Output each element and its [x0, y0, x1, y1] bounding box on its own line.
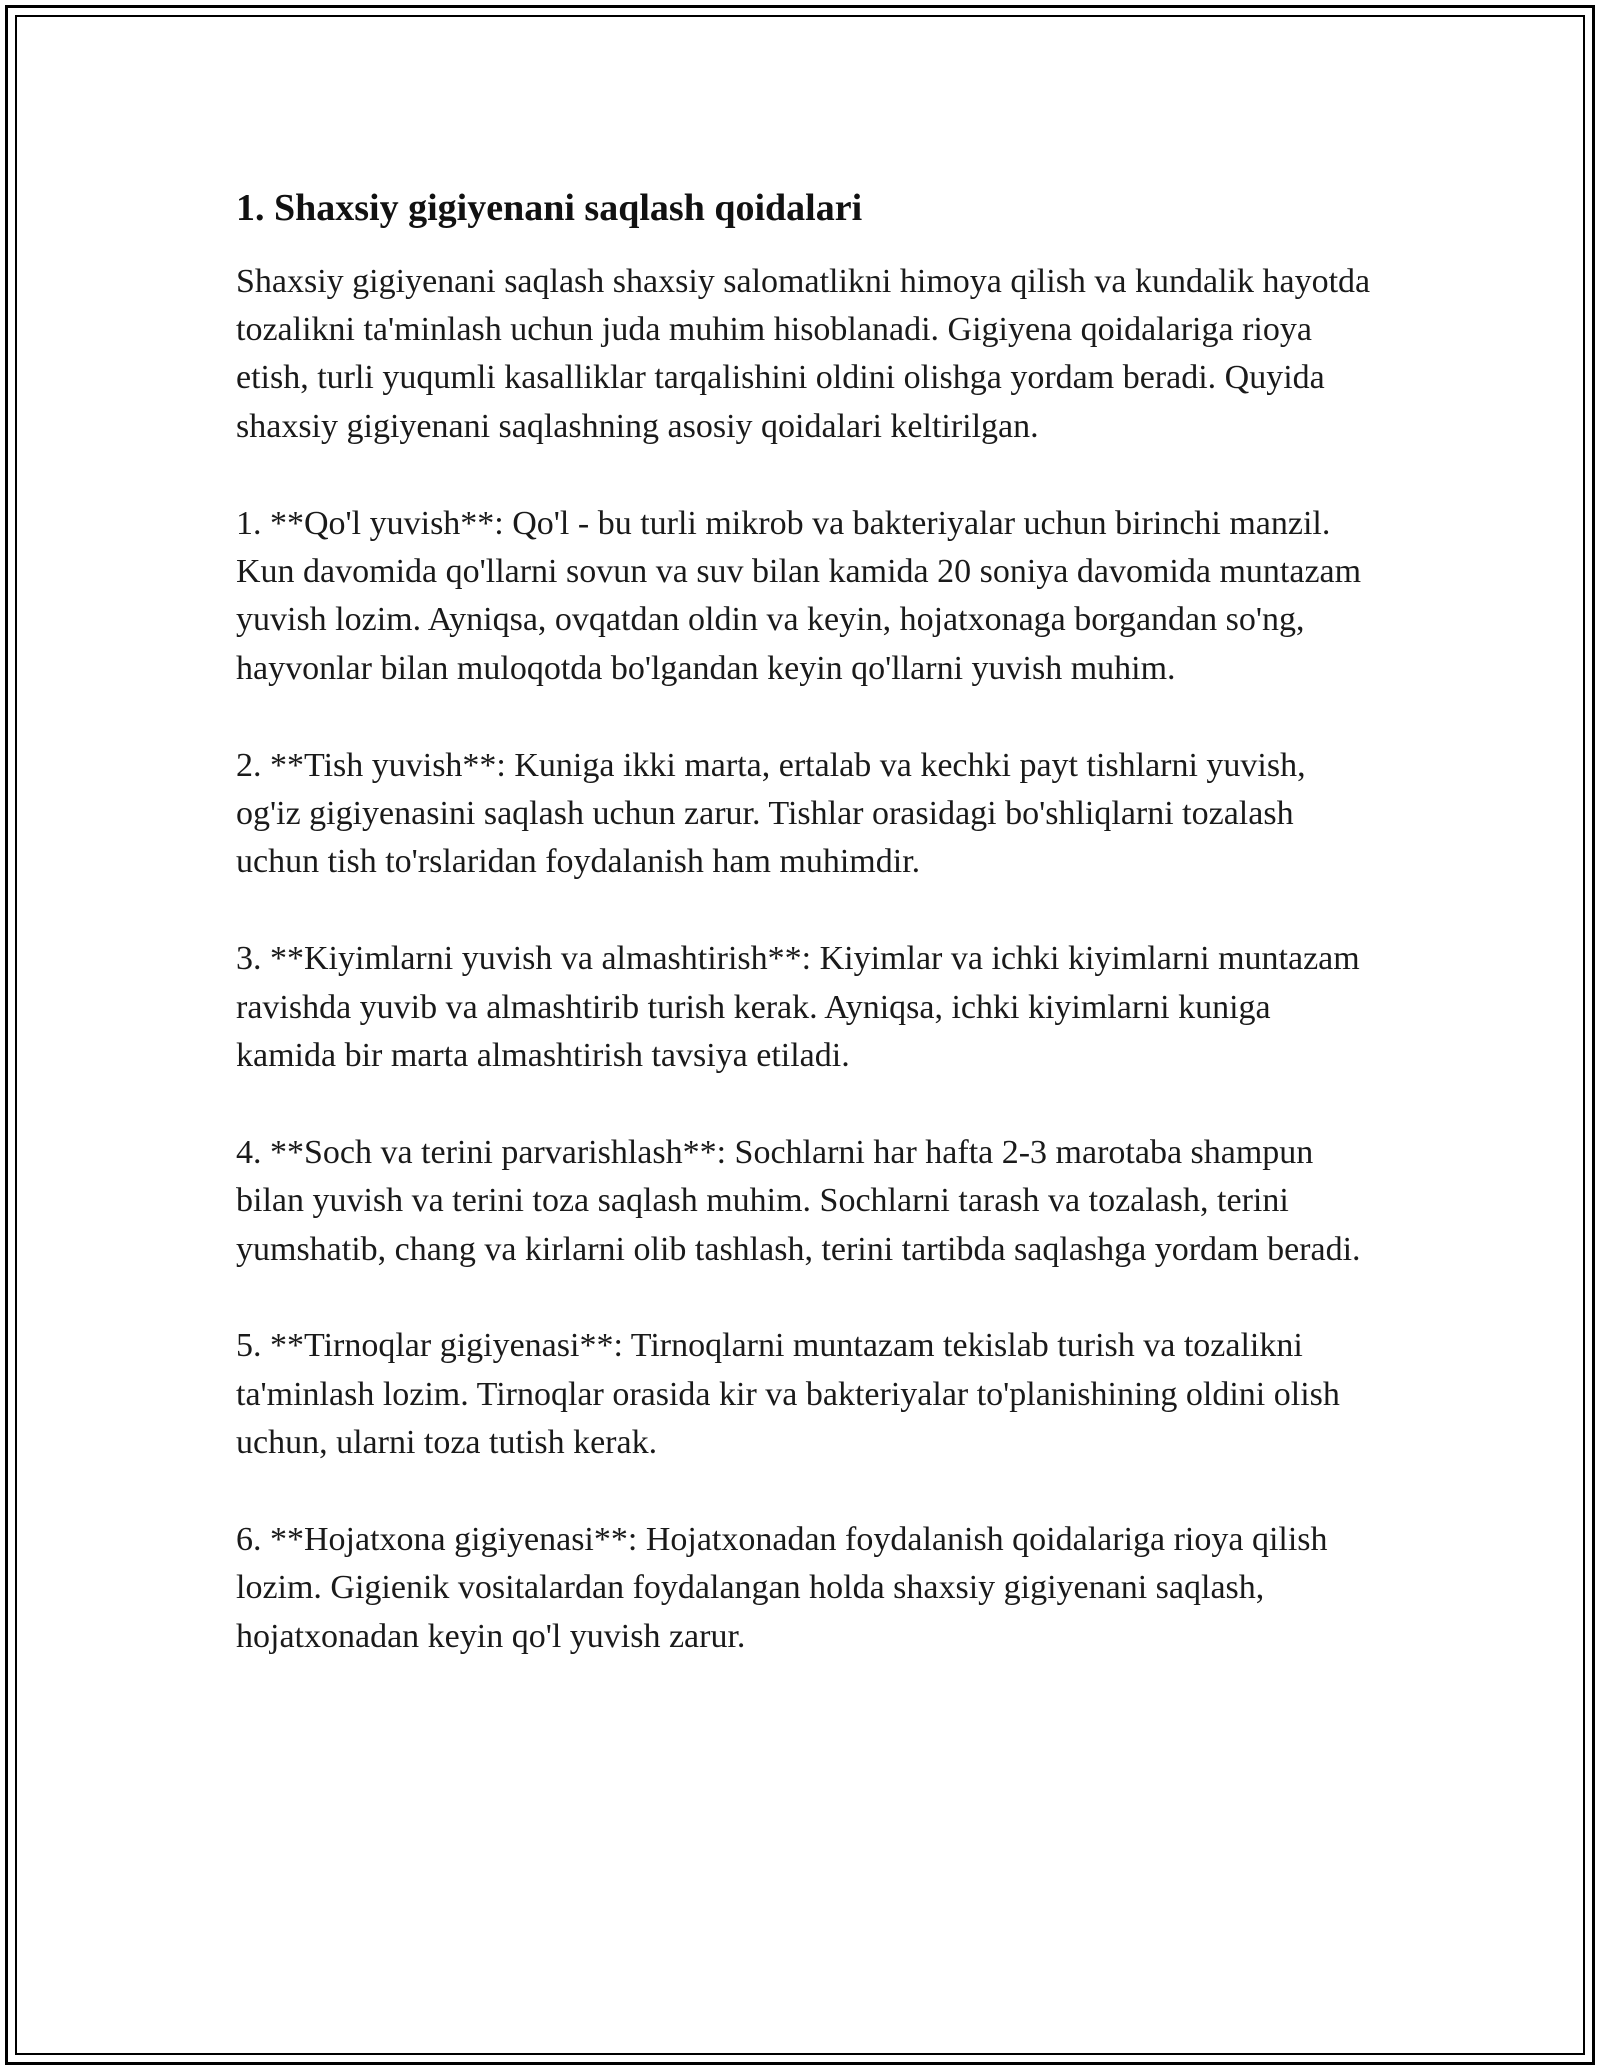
document-body — [236, 186, 1376, 1710]
rule-toilet-hygiene: 6. **Hojatxona gigiyenasi**: Hojatxonadan foydalanish qoidalariga rioya qilish lozim. Gigienik vositalardan foydalangan holda shaxsiy gigiyenani saqlash, hojatxonadan keyin qo'l yuvish zarur. — [236, 1521, 1328, 1655]
rule-hand-washing: 1. **Qo'l yuvish**: Qo'l - bu turli mikrob va bakteriyalar uchun birinchi manzil. Kun davomida qo'llarni sovun va suv bilan kamida 20 soniya davomida muntazam yuvish lozim. Ayniqsa, ovqatdan oldin va keyin, hojatxonaga borgandan so'ng, hayvonlar bilan muloqotda bo'lgandan keyin qo'llarni yuvish muhim. — [236, 504, 1362, 687]
rule-hair-skin-care: 4. **Soch va terini parvarishlash**: Sochlarni har hafta 2-3 marotaba shampun bilan yuvish va terini toza saqlash muhim. Sochlarni tarash va tozalash, terini yumshatib, chang va kirlarni olib tashlash, terini tartibda saqlashga yordam beradi. — [236, 1133, 1361, 1268]
rule-nail-hygiene: 5. **Tirnoqlar gigiyenasi**: Tirnoqlarni muntazam tekislab turish va tozalikni ta'minlash lozim. Tirnoqlar orasida kir va bakteriyalar to'planishining oldini olish uchun, ularni toza tutish kerak. — [236, 1327, 1340, 1462]
rule-clothes-washing: 3. **Kiyimlarni yuvish va almashtirish**: Kiyimlar va ichki kiyimlarni muntazam ravishda yuvib va almashtirib turish kerak. Ayniqsa, ichki kiyimlarni kuniga kamida bir marta almashtirish tavsiya etiladi. — [236, 940, 1360, 1075]
intro-paragraph: Shaxsiy gigiyenani saqlash shaxsiy salomatlikni himoya qilish va kundalik hayotda tozalikni ta'minlash uchun juda muhim hisoblanadi. Gigiyena qoidalariga rioya etish, turli yuqumli kasalliklar tarqalishini oldini olishga yordam beradi. Quyida shaxsiy gigiyenani saqlashning asosiy qoidalari keltirilgan. — [236, 262, 1371, 445]
document-title: 1. Shaxsiy gigiyenani saqlash qoidalari — [236, 187, 863, 229]
rule-tooth-brushing: 2. **Tish yuvish**: Kuniga ikki marta, ertalab va kechki payt tishlarni yuvish, og'iz gigiyenasini saqlash uchun zarur. Tishlar orasidagi bo'shliqlarni tozalash uchun tish to'rslaridan foydalanish ham muhimdir. — [236, 746, 1306, 881]
